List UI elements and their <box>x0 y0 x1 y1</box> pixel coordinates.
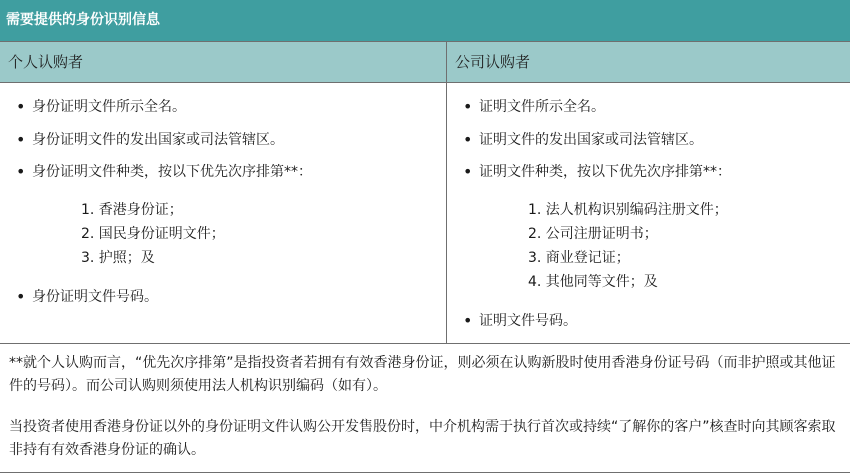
corporate-priority-item: 4. 其他同等文件；及 <box>528 274 658 290</box>
corporate-priority-item: 3. 商业登记证； <box>528 250 630 266</box>
bullet-icon: • <box>16 287 26 306</box>
notes-bottom-rule <box>0 472 850 473</box>
priority-footnote: **就个人认购而言，“优先次序排第”是指投资者若拥有有效香港身份证，则必须在认购新股时使用香港身份证号码（而非护照或其他证件的号码）。而公司认购则须使用法人机构识别编码（如有）。 <box>9 355 836 394</box>
header-divider <box>0 82 850 83</box>
bullet-icon: • <box>463 311 473 330</box>
bullet-icon: • <box>463 162 473 181</box>
table-title: 需要提供的身份识别信息 <box>0 0 850 41</box>
individual-issuing-country-item: 身份证明文件的发出国家或司法管辖区。 <box>32 132 284 148</box>
individual-priority-item: 2. 国民身份证明文件； <box>81 226 225 242</box>
bullet-icon: • <box>463 97 473 116</box>
corporate-column-header: 公司认购者 <box>447 42 850 82</box>
corporate-priority-item: 1. 法人机构识别编码注册文件； <box>528 202 728 218</box>
individual-document-type-item: 身份证明文件种类，按以下优先次序排第**： <box>32 164 312 180</box>
bullet-icon: • <box>16 162 26 181</box>
title-divider <box>0 41 850 42</box>
column-divider <box>446 42 447 343</box>
hkid-confirmation-note: 当投资者使用香港身份证以外的身份证明文件认购公开发售股份时，中介机构需于执行首次或持续“了解你的客户”核查时向其顾客索取非持有有效香港身份证的确认。 <box>9 419 836 458</box>
corporate-document-type-item: 证明文件种类，按以下优先次序排第**： <box>479 164 731 180</box>
individual-priority-item: 1. 香港身份证； <box>81 202 183 218</box>
corporate-issuing-country-item: 证明文件的发出国家或司法管辖区。 <box>479 132 703 148</box>
individual-priority-item: 3. 护照；及 <box>81 250 155 266</box>
corporate-full-name-item: 证明文件所示全名。 <box>479 99 605 115</box>
bullet-icon: • <box>463 130 473 149</box>
corporate-priority-item: 2. 公司注册证明书； <box>528 226 658 242</box>
corporate-document-number-item: 证明文件号码。 <box>479 313 577 329</box>
bullet-icon: • <box>16 97 26 116</box>
individual-full-name-item: 身份证明文件所示全名。 <box>32 99 186 115</box>
bullet-icon: • <box>16 130 26 149</box>
individual-column-header: 个人认购者 <box>0 42 446 82</box>
table-bottom-rule <box>0 343 850 344</box>
individual-document-number-item: 身份证明文件号码。 <box>32 289 158 305</box>
